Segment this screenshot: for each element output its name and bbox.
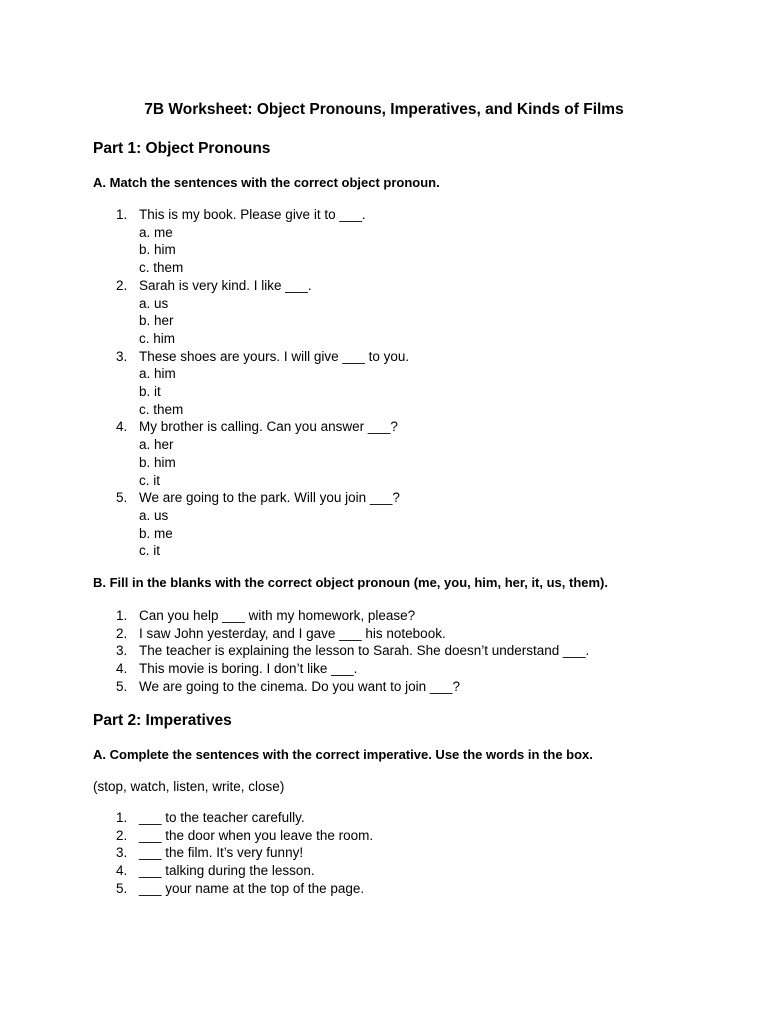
part1-section-a-list — [93, 206, 409, 560]
option: c. it — [139, 472, 161, 488]
option: a. me — [139, 224, 173, 240]
option: b. him — [139, 242, 176, 258]
list-item: 2. I saw John yesterday, and I gave ___ his notebook. — [116, 625, 446, 641]
part2-section-a-list — [93, 809, 373, 898]
part1-section-a-instruction: A. Match the sentences with the correct object pronoun. — [93, 175, 440, 190]
option: b. it — [139, 384, 161, 400]
part2-section-a-instruction: A. Complete the sentences with the correct imperative. Use the words in the box. — [93, 747, 593, 762]
list-item: 1. Can you help ___ with my homework, please? — [116, 608, 416, 623]
question-text: ___ your name at the top of the page. — [139, 880, 365, 896]
question-text: We are going to the cinema. Do you want to join ___? — [139, 678, 460, 694]
list-item: 2. ___ the door when you leave the room. — [116, 827, 374, 843]
question-text: ___ talking during the lesson. — [139, 863, 315, 879]
page-title: 7B Worksheet: Object Pronouns, Imperatives, and Kinds of Films — [144, 101, 624, 118]
list-item: 4. My brother is calling. Can you answer ___? — [116, 419, 398, 435]
question-text: These shoes are yours. I will give ___ to you. — [139, 348, 410, 364]
list-item: 5. We are going to the park. Will you join ___? — [116, 490, 400, 506]
list-item: 3. These shoes are yours. I will give ___ to you. — [116, 348, 410, 364]
part1-section-b-instruction: B. Fill in the blanks with the correct object pronoun (me, you, him, her, it, us, them). — [93, 575, 608, 590]
option: c. them — [139, 401, 184, 417]
list-item: 1. ___ to the teacher carefully. — [116, 810, 305, 825]
part2-heading: Part 2: Imperatives — [93, 712, 232, 729]
question-text: ___ the film. It’s very funny! — [139, 845, 304, 861]
list-item: 4. ___ talking during the lesson. — [116, 863, 315, 879]
list-item: 3. The teacher is explaining the lesson to Sarah. She doesn’t understand ___. — [116, 643, 590, 659]
word-box: (stop, watch, listen, write, close) — [93, 779, 285, 794]
list-item: 5. We are going to the cinema. Do you want to join ___? — [116, 678, 460, 694]
part1-heading: Part 1: Object Pronouns — [93, 140, 271, 157]
option: a. him — [139, 366, 176, 382]
option: c. it — [139, 543, 161, 559]
question-text: The teacher is explaining the lesson to Sarah. She doesn’t understand ___. — [139, 643, 590, 659]
option: a. us — [139, 295, 169, 311]
question-text: We are going to the park. Will you join ___? — [139, 490, 400, 506]
option: a. us — [139, 507, 169, 523]
part1-section-b-list — [93, 607, 589, 696]
question-text: My brother is calling. Can you answer ___? — [139, 419, 398, 435]
option: a. her — [139, 437, 174, 453]
list-item: 3. ___ the film. It’s very funny! — [116, 845, 304, 861]
option: b. him — [139, 454, 176, 470]
option: c. him — [139, 330, 176, 346]
option: b. me — [139, 525, 173, 541]
question-text: ___ the door when you leave the room. — [139, 827, 374, 843]
list-item: 5. ___ your name at the top of the page. — [116, 880, 365, 896]
question-text: I saw John yesterday, and I gave ___ his notebook. — [139, 625, 446, 641]
question-text: Sarah is very kind. I like ___. — [139, 277, 312, 293]
question-text: This movie is boring. I don’t like ___. — [139, 661, 358, 677]
question-text: Can you help ___ with my homework, please? — [139, 608, 416, 623]
option: b. her — [139, 313, 174, 329]
list-item: 2. Sarah is very kind. I like ___. — [116, 277, 312, 293]
list-item: 4. This movie is boring. I don’t like ___. — [116, 661, 358, 677]
question-text: This is my book. Please give it to ___. — [139, 207, 366, 222]
question-text: ___ to the teacher carefully. — [139, 810, 305, 825]
option: c. them — [139, 260, 184, 276]
list-item: 1. This is my book. Please give it to ___. — [116, 207, 366, 222]
